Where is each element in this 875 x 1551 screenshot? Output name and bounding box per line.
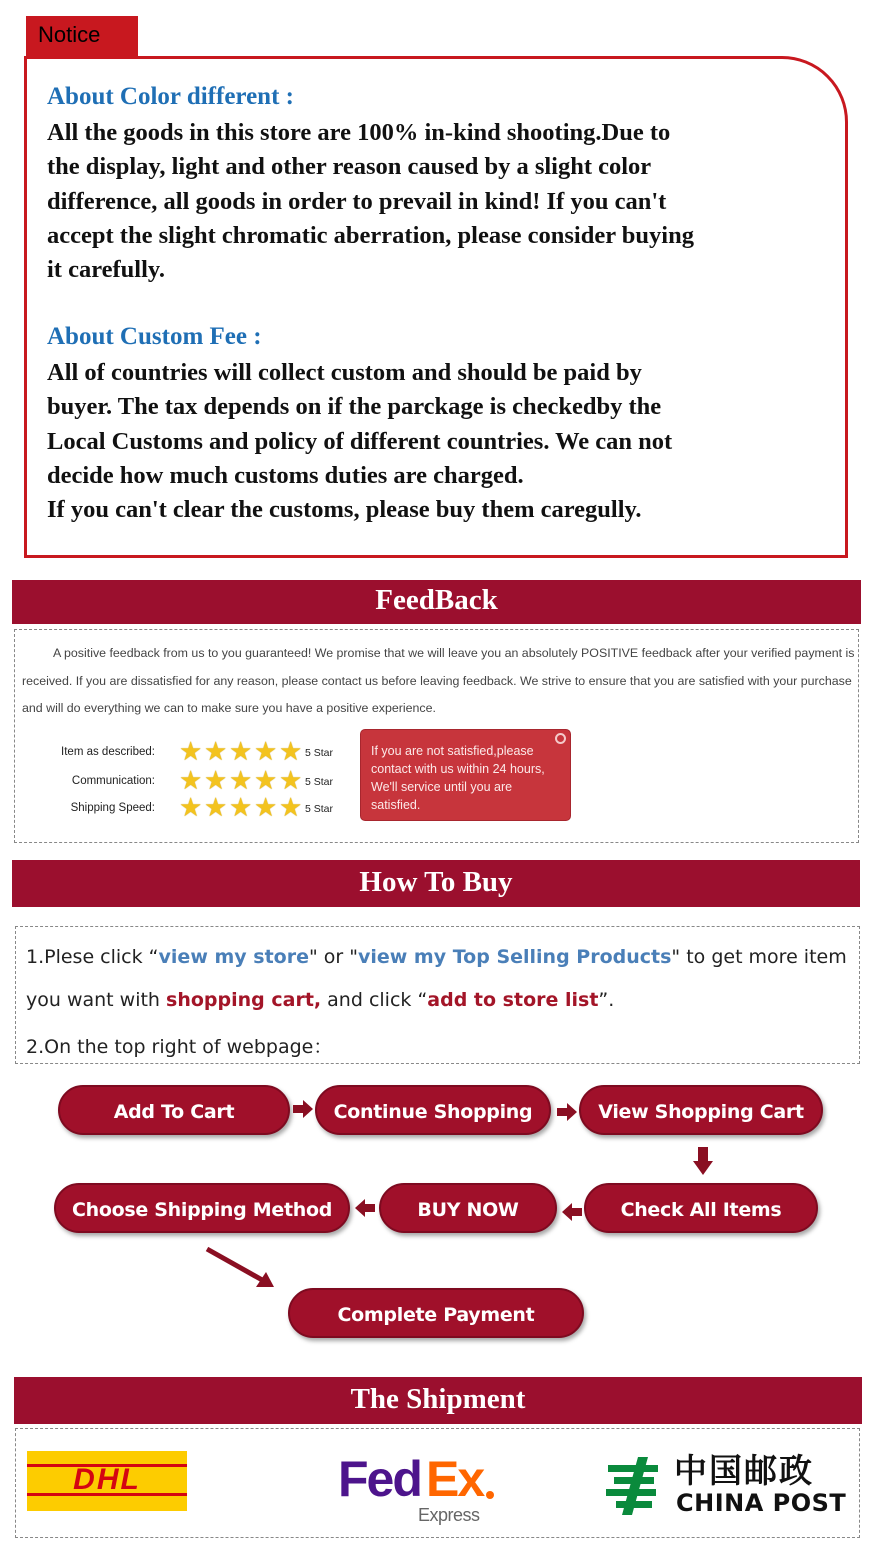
arrow-down-icon [691, 1145, 715, 1177]
how-to-buy-box [15, 926, 860, 1064]
star-icon: ★ [204, 792, 228, 822]
arrow-right-icon [555, 1101, 579, 1123]
star-icon: ★ [279, 736, 303, 766]
how-to-buy-title: How To Buy [12, 860, 860, 907]
star-icon: ★ [279, 765, 303, 795]
instruction-line-3: 2.On the top right of webpage： [26, 1036, 333, 1058]
star-icon: ★ [254, 736, 278, 766]
star-icon: ★ [229, 736, 253, 766]
dhl-logo [27, 1451, 187, 1511]
fee-line: All of countries will collect custom and should be paid by [47, 359, 642, 386]
notice-tag: Notice [26, 16, 138, 56]
rating-value: 5 Star [305, 747, 334, 759]
feedback-text: A positive feedback from us to you guaranteed! We promise that we will leave you an absolutely POSITIVE feedback after your verified payment is received. If you are dissatisfied for any reason, please contact us before leaving feedback. We strive to ensure that you are satisfied with your purchase and will do everything we can to make sure you have a positive experience. [22, 646, 855, 715]
view-shopping-cart-button[interactable]: View Shopping Cart [579, 1085, 823, 1135]
rating-label: Shipping Speed: [70, 802, 155, 814]
text: " to get more item [671, 946, 847, 968]
notice-box [24, 56, 848, 558]
fee-line: decide how much customs duties are charged. [47, 461, 524, 489]
shopping-cart-text: shopping cart, [166, 989, 322, 1011]
star-icon: ★ [204, 736, 228, 766]
text: and click “ [321, 989, 428, 1011]
close-icon[interactable] [555, 733, 566, 744]
fedex-dot [486, 1491, 494, 1499]
star-icon: ★ [254, 765, 278, 795]
fee-line: buyer. The tax depends on if the parckage is checkedby the [47, 393, 662, 421]
check-all-items-button[interactable]: Check All Items [584, 1183, 818, 1233]
fedex-fed-text: Fed [338, 1451, 421, 1507]
dhl-text: DHL [73, 1463, 141, 1496]
rating-label: Item as described: [61, 746, 155, 758]
china-post-cn-text: 中国邮政 [674, 1451, 814, 1490]
color-line: the display, light and other reason caused by a slight color [47, 153, 652, 181]
shipment-title: The Shipment [14, 1377, 862, 1424]
color-text [47, 116, 827, 287]
color-line: it carefully. [47, 256, 165, 284]
rating-value: 5 Star [305, 776, 334, 788]
color-line: difference, all goods in order to prevail in kind! If you can't [47, 187, 667, 215]
china-post-logo [602, 1451, 854, 1521]
fedex-express-text: Express [418, 1505, 480, 1525]
fee-heading: About Custom Fee : [47, 323, 262, 350]
star-icon: ★ [229, 765, 253, 795]
add-to-cart-button[interactable]: Add To Cart [58, 1085, 290, 1135]
text: you want with [26, 989, 167, 1011]
star-icon: ★ [179, 765, 203, 795]
continue-shopping-button[interactable]: Continue Shopping [315, 1085, 551, 1135]
fedex-logo [338, 1453, 508, 1533]
fee-text [47, 356, 827, 527]
instruction-line-1 [26, 946, 847, 968]
text: 1.Plese click “ [26, 946, 159, 968]
star-icon: ★ [179, 736, 203, 766]
fee-line: If you can't clear the customs, please buy them caregully. [47, 496, 642, 524]
add-to-store-list-text: add to store list [427, 989, 599, 1011]
star-icon: ★ [179, 792, 203, 822]
star-icon: ★ [254, 792, 278, 822]
arrow-diagonal-icon [204, 1245, 278, 1291]
text: ”. [598, 989, 615, 1011]
feedback-box [14, 629, 859, 843]
shipment-box [15, 1428, 860, 1538]
china-post-en-text: CHINA POST [676, 1489, 847, 1517]
fedex-ex-text: Ex [426, 1451, 484, 1507]
view-my-store-link[interactable]: view my store [158, 946, 309, 968]
text: " or " [308, 946, 358, 968]
feedback-title: FeedBack [12, 580, 861, 624]
tip-text: If you are not satisfied,please contact with us within 24 hours, We'll service until you are satisfied. [371, 744, 545, 812]
rating-value: 5 Star [305, 803, 334, 815]
color-line: All the goods in this store are 100% in-kind shooting.Due to [47, 119, 671, 146]
arrow-left-icon [353, 1197, 377, 1219]
china-post-emblem-icon [602, 1455, 664, 1517]
top-selling-link[interactable]: view my Top Selling Products [357, 946, 672, 968]
fee-line: Local Customs and policy of different countries. We can not [47, 427, 673, 455]
buy-now-button[interactable]: BUY NOW [379, 1183, 557, 1233]
instruction-line-2 [26, 989, 614, 1011]
arrow-right-icon [291, 1098, 315, 1120]
color-heading: About Color different : [47, 83, 294, 110]
color-line: accept the slight chromatic aberration, please consider buying [47, 221, 694, 249]
feedback-tip [360, 729, 571, 821]
star-icon: ★ [279, 792, 303, 822]
complete-payment-button[interactable]: Complete Payment [288, 1288, 584, 1338]
rating-label: Communication: [71, 775, 155, 787]
star-icon: ★ [229, 792, 253, 822]
arrow-left-icon [560, 1201, 584, 1223]
choose-shipping-method-button[interactable]: Choose Shipping Method [54, 1183, 350, 1233]
star-icon: ★ [204, 765, 228, 795]
